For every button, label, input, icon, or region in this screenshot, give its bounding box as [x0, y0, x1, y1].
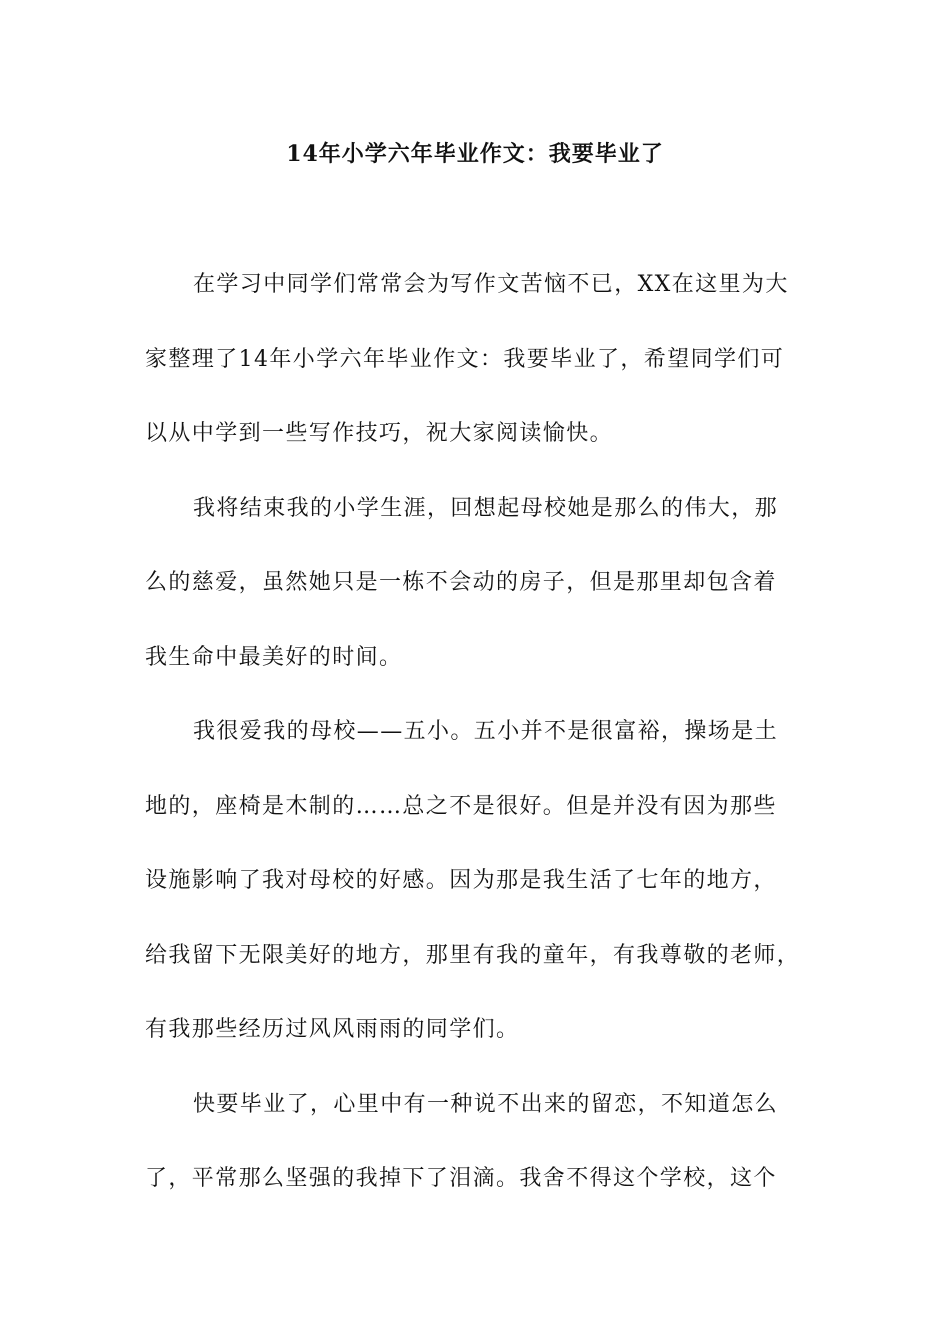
paragraph-line: 我将结束我的小学生涯，回想起母校她是那么的伟大，那	[193, 495, 779, 521]
paragraph-line: 给我留下无限美好的地方，那里有我的童年，有我尊敬的老师，	[145, 942, 801, 968]
paragraph-line: 设施影响了我对母校的好感。因为那是我生活了七年的地方，	[145, 868, 777, 893]
document-title: 14年小学六年毕业作文：我要毕业了	[286, 141, 664, 167]
paragraph-line: 以从中学到一些写作技巧，祝大家阅读愉快。	[145, 421, 614, 446]
paragraph-line: 地的，座椅是木制的……总之不是很好。但是并没有因为那些	[145, 793, 777, 819]
paragraph-line: 家整理了14年小学六年毕业作文：我要毕业了，希望同学们可	[145, 346, 785, 372]
paragraph-line: 在学习中同学们常常会为写作文苦恼不已，XX在这里为大	[193, 272, 789, 297]
paragraph-line: 快要毕业了，心里中有一种说不出来的留恋，不知道怎么	[193, 1091, 779, 1117]
paragraph-line: 我很爱我的母校——五小。五小并不是很富裕，操场是土	[193, 719, 779, 744]
paragraph-line: 么的慈爱，虽然她只是一栋不会动的房子，但是那里却包含着	[145, 570, 777, 595]
paragraph-line: 有我那些经历过风风雨雨的同学们。	[145, 1017, 520, 1042]
paragraph-line: 了，平常那么坚强的我掉下了泪滴。我舍不得这个学校，这个	[145, 1166, 777, 1191]
paragraph-line: 我生命中最美好的时间。	[145, 644, 403, 670]
document-body	[145, 248, 825, 1217]
